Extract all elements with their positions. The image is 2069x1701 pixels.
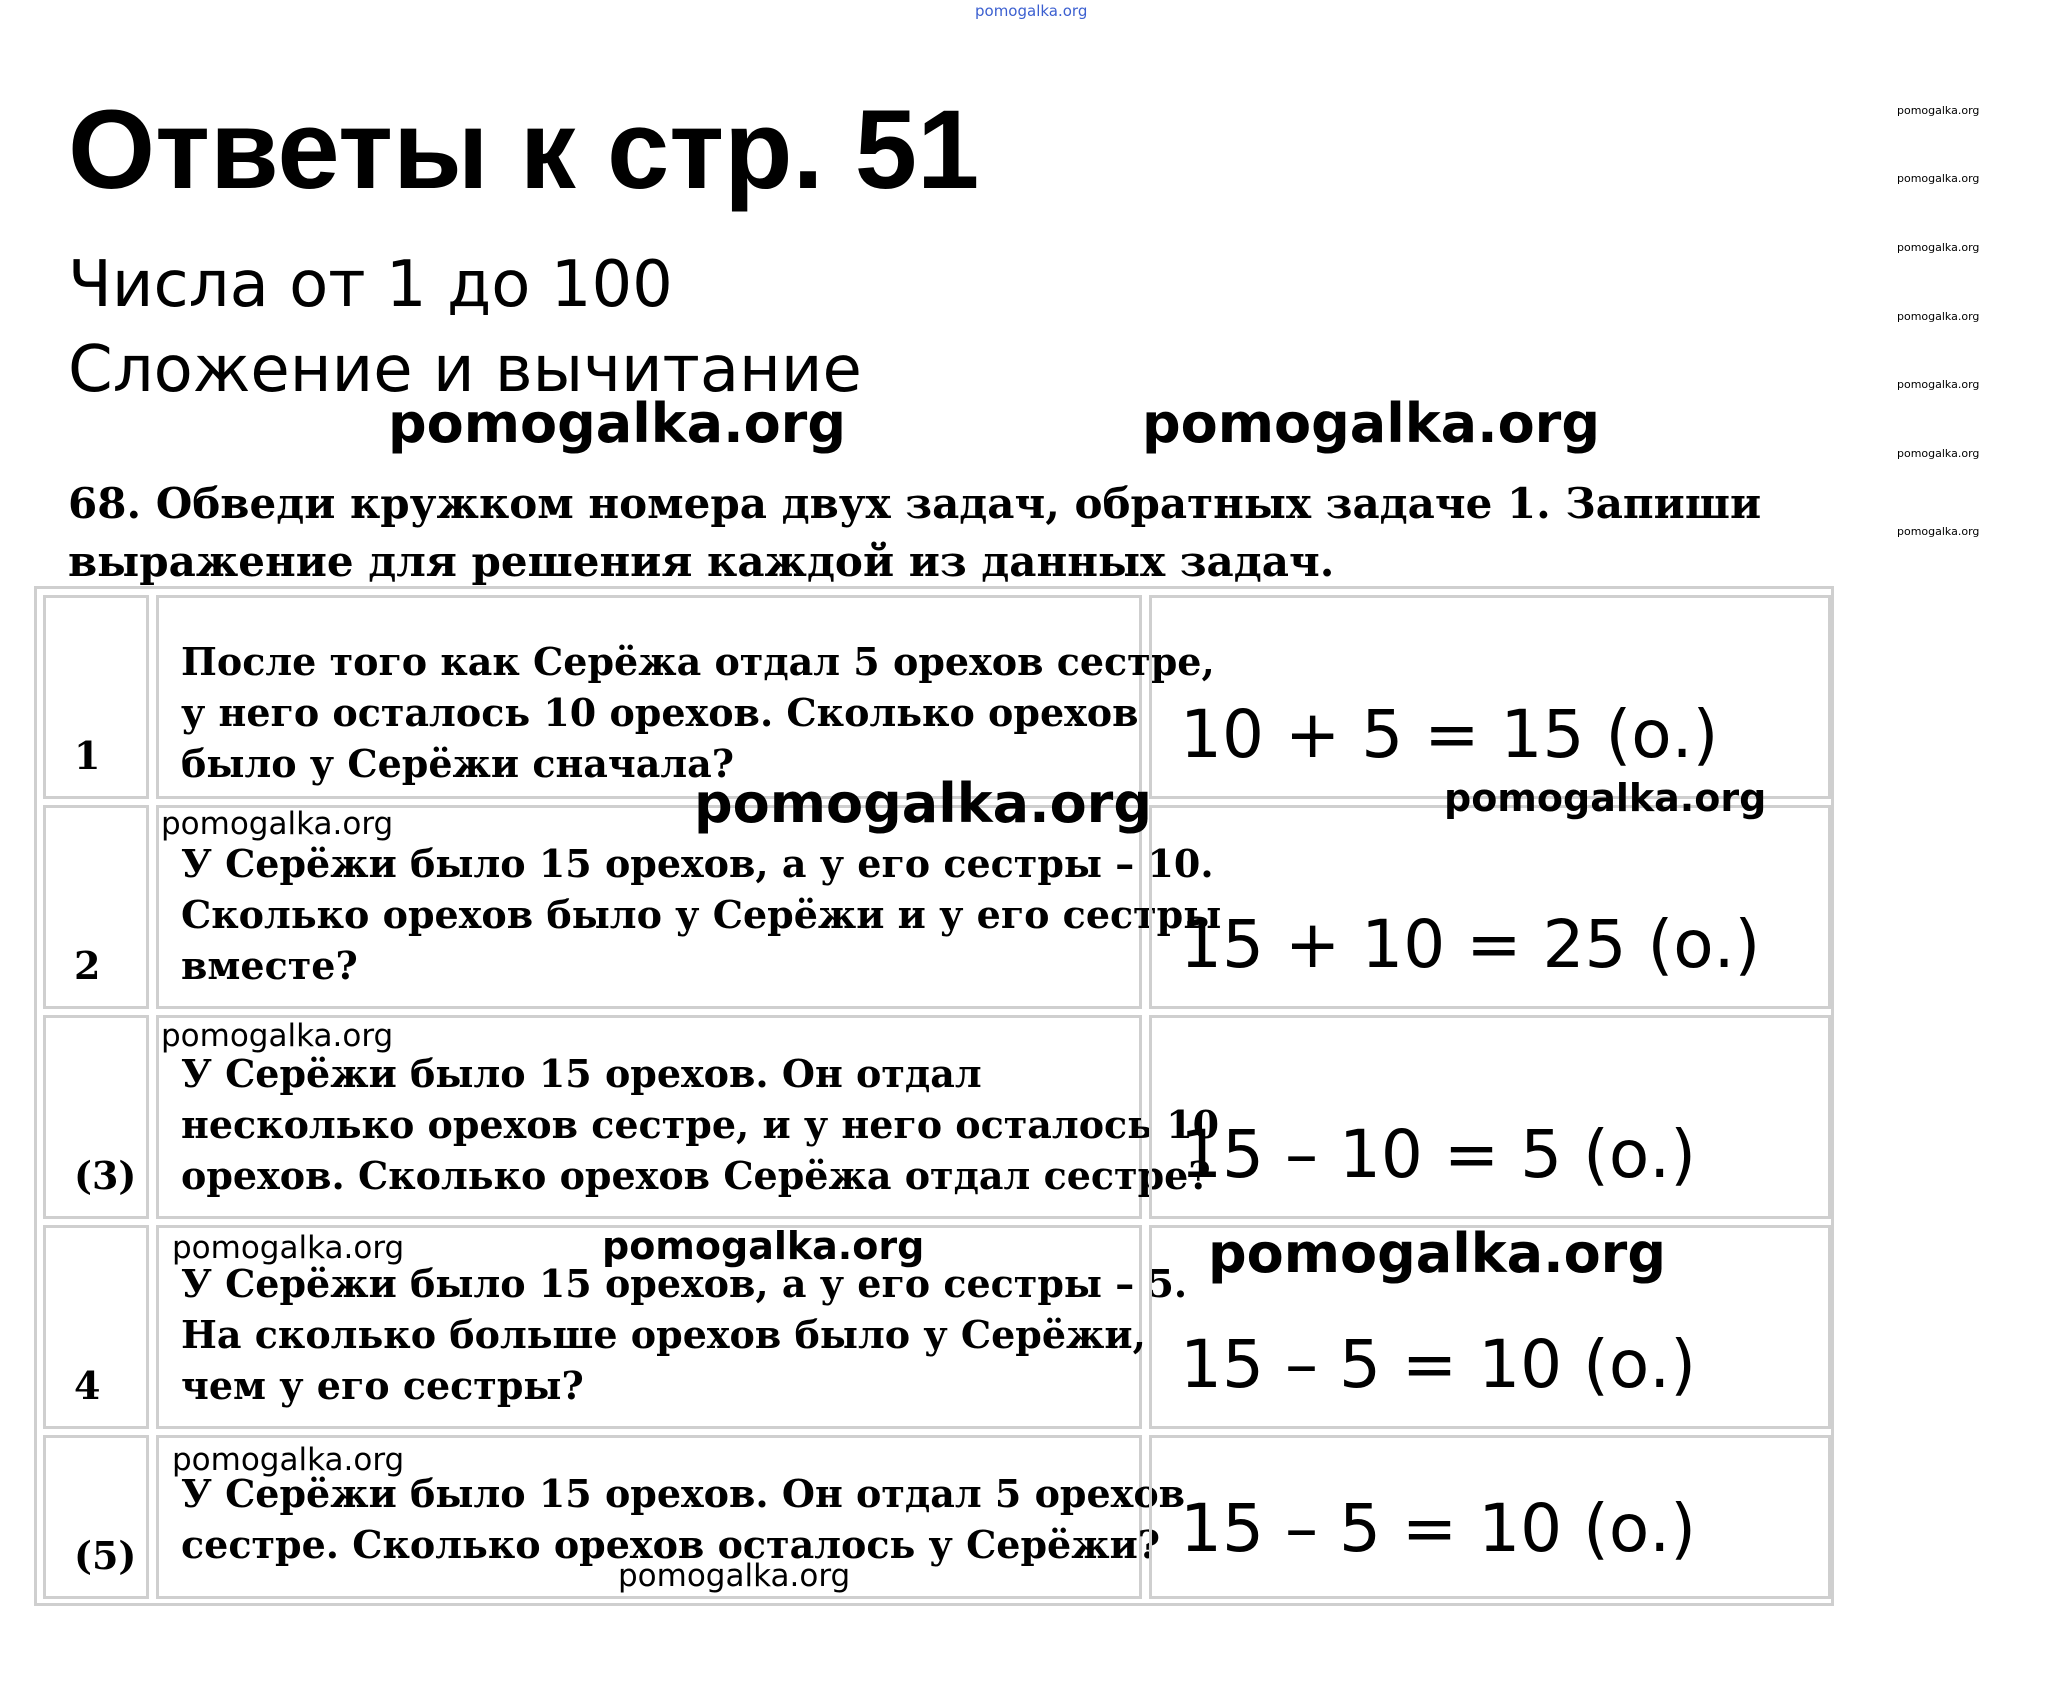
row-number-cell: [43, 1225, 149, 1429]
row-number: 1: [74, 733, 101, 778]
answer-cell: [1149, 1015, 1831, 1219]
problem-line: Сколько орехов было у Серёжи и у его сестры: [181, 892, 1222, 937]
answer-expression: 15 – 5 = 10 (о.): [1180, 1490, 1697, 1567]
answer-expression: 15 – 10 = 5 (о.): [1180, 1116, 1697, 1193]
answer-expression: 15 + 10 = 25 (о.): [1180, 906, 1761, 983]
problem-line: сестре. Сколько орехов осталось у Серёжи?: [181, 1522, 1161, 1567]
subtitle-numbers: Числа от 1 до 100: [68, 248, 673, 322]
watermark-small: pomogalka.org: [172, 1230, 405, 1266]
row-number-cell: [43, 1015, 149, 1219]
problem-line: орехов. Сколько орехов Серёжа отдал сестре?: [181, 1153, 1211, 1198]
problem-line: У Серёжи было 15 орехов, а у его сестры – 5.: [181, 1261, 1188, 1306]
problem-line: было у Серёжи сначала?: [181, 741, 735, 786]
watermark-small: pomogalka.org: [161, 1018, 394, 1054]
watermark-large: pomogalka.org: [694, 772, 1152, 835]
watermark-medium: pomogalka.org: [1444, 776, 1767, 820]
task-statement: 68. Обведи кружком номера двух задач, обратных задаче 1. Запиши выражение для решения каждой из данных задач.: [68, 479, 1762, 586]
problem-line: чем у его сестры?: [181, 1363, 584, 1408]
problem-text: [181, 1468, 1185, 1570]
problem-line: вместе?: [181, 943, 358, 988]
answer-cell: [1149, 1435, 1831, 1599]
answer-expression: 10 + 5 = 15 (о.): [1180, 696, 1719, 773]
watermark-medium: pomogalka.org: [602, 1224, 925, 1268]
watermark-top: pomogalka.org: [975, 2, 1088, 20]
problem-line: У Серёжи было 15 орехов. Он отдал 5 орехов: [181, 1471, 1186, 1516]
answer-cell: [1149, 805, 1831, 1009]
row-number: 2: [74, 943, 101, 988]
watermark-tiny: pomogalka.org: [1897, 525, 1980, 538]
row-number-cell: [43, 805, 149, 1009]
watermark-tiny: pomogalka.org: [1897, 241, 1980, 254]
problem-text: [181, 838, 1221, 991]
problem-line: у него осталось 10 орехов. Сколько орехов: [181, 690, 1139, 735]
watermark-large: pomogalka.org: [388, 392, 846, 455]
watermark-small: pomogalka.org: [618, 1558, 851, 1594]
watermark-tiny: pomogalka.org: [1897, 447, 1980, 460]
row-number: (5): [74, 1533, 137, 1578]
problem-text: [181, 636, 1215, 789]
watermark-tiny: pomogalka.org: [1897, 378, 1980, 391]
row-number-cell: [43, 595, 149, 799]
row-number-cell: [43, 1435, 149, 1599]
watermark-tiny: pomogalka.org: [1897, 172, 1980, 185]
problem-line: После того как Серёжа отдал 5 орехов сестре,: [181, 639, 1215, 684]
watermark-small: pomogalka.org: [161, 806, 394, 842]
answer-expression: 15 – 5 = 10 (о.): [1180, 1326, 1697, 1403]
problem-line: У Серёжи было 15 орехов, а у его сестры – 10.: [181, 841, 1214, 886]
watermark-tiny: pomogalka.org: [1897, 104, 1980, 117]
page-title: Ответы к стр. 51: [68, 87, 980, 212]
problem-line: У Серёжи было 15 орехов. Он отдал: [181, 1051, 982, 1096]
problem-text: [181, 1258, 1187, 1411]
watermark-tiny: pomogalka.org: [1897, 310, 1980, 323]
watermark-large: pomogalka.org: [1208, 1222, 1666, 1285]
problem-text: [181, 1048, 1219, 1201]
watermark-large: pomogalka.org: [1142, 392, 1600, 455]
problem-line: На сколько больше орехов было у Серёжи,: [181, 1312, 1146, 1357]
watermark-small: pomogalka.org: [172, 1442, 405, 1478]
problem-line: несколько орехов сестре, и у него осталось 10: [181, 1102, 1220, 1147]
problem-cell: [156, 595, 1215, 799]
row-number: (3): [74, 1153, 137, 1198]
answer-cell: [1149, 595, 1831, 799]
subtitle-operations: Сложение и вычитание: [68, 333, 862, 407]
row-number: 4: [74, 1363, 101, 1408]
